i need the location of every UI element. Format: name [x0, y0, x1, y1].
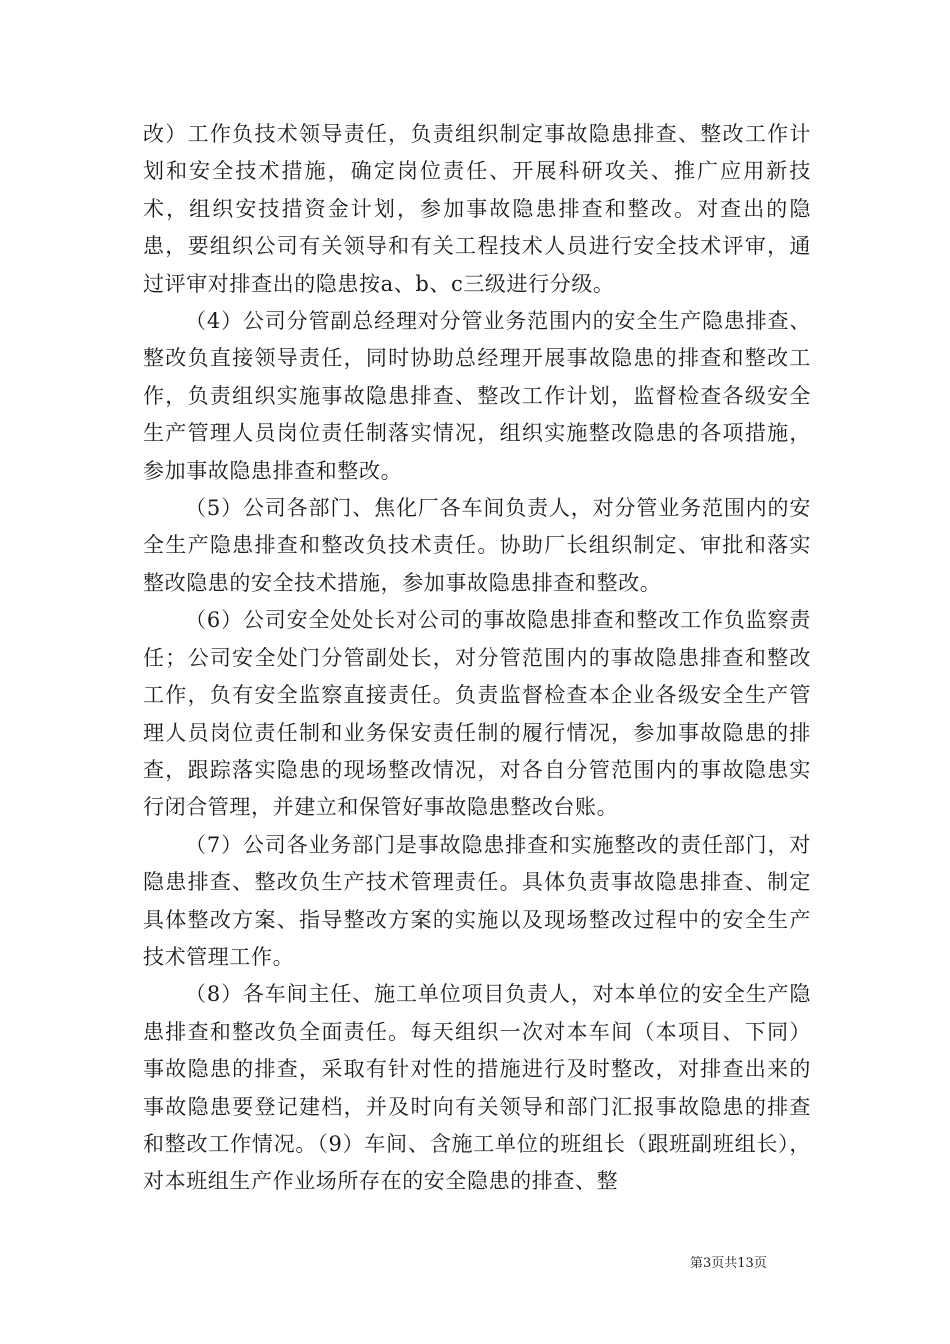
- paragraph-4: （7）公司各业务部门是事故隐患排查和实施整改的责任部门，对隐患排查、整改负生产技术管理责任。具体负责事故隐患排查、制定具体整改方案、指导整改方案的实施以及现场整改过程中的安全生产技术管理工作。: [143, 832, 811, 969]
- paragraph-1: （4）公司分管副总经理对分管业务范围内的安全生产隐患排查、整改负直接领导责任，同时协助总经理开展事故隐患的排查和整改工作，负责组织实施事故隐患排查、整改工作计划，监督检查各级安全生产管理人员岗位责任制落实情况，组织实施整改隐患的各项措施，参加事故隐患排查和整改。: [143, 309, 811, 483]
- paragraph-2: （5）公司各部门、焦化厂各车间负责人，对分管业务范围内的安全生产隐患排查和整改负技术责任。协助厂长组织制定、审批和落实整改隐患的安全技术措施，参加事故隐患排查和整改。: [143, 496, 811, 595]
- paragraph-0: 改）工作负技术领导责任，负责组织制定事故隐患排查、整改工作计划和安全技术措施，确定岗位责任、开展科研攻关、推广应用新技术，组织安技措资金计划，参加事故隐患排查和整改。对查出的隐患，要组织公司有关领导和有关工程技术人员进行安全技术评审，通过评审对排查出的隐患按a、b、c三级进行分级。: [143, 122, 811, 296]
- page-number-footer: 第3页共13页: [690, 1256, 767, 1271]
- paragraph-5: （8）各车间主任、施工单位项目负责人，对本单位的安全生产隐患排查和整改负全面责任。每天组织一次对本车间（本项目、下同）事故隐患的排查，采取有针对性的措施进行及时整改，对排查出来的事故隐患要登记建档，并及时向有关领导和部门汇报事故隐患的排查和整改工作情况。（9）车间、含施工单位的班组长（跟班副班组长），对本班组生产作业场所存在的安全隐患的排查、整: [143, 982, 811, 1194]
- body-text: [143, 116, 811, 1201]
- paragraph-3: （6）公司安全处处长对公司的事故隐患排查和整改工作负监察责任；公司安全处门分管副处长，对分管范围内的事故隐患排查和整改工作，负有安全监察直接责任。负责监督检查本企业各级安全生产管理人员岗位责任制和业务保安责任制的履行情况，参加事故隐患的排查，跟踪落实隐患的现场整改情况，对各自分管范围内的事故隐患实行闭合管理，并建立和保管好事故隐患整改台账。: [143, 608, 811, 820]
